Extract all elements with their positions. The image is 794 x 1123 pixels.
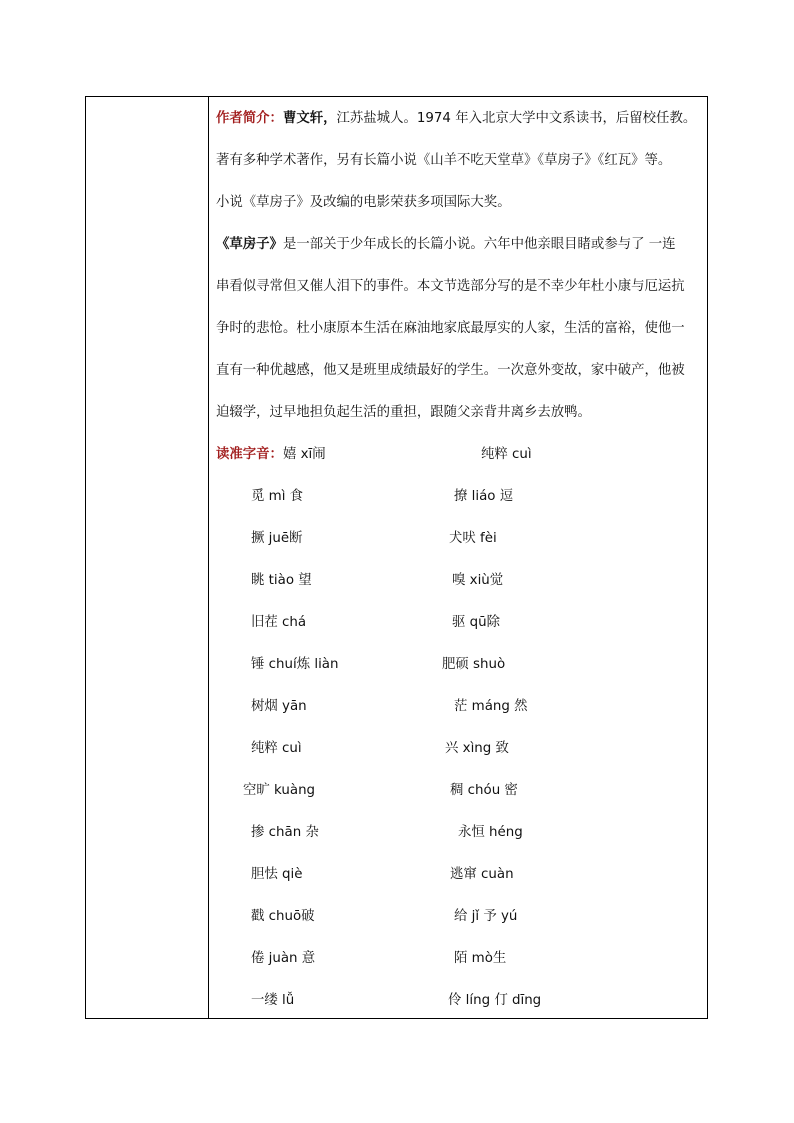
vocab-left: 一缕 lǚ [251, 993, 295, 1008]
author-intro-line-3: 小说《草房子》及改编的电影荣获多项国际大奖。 [216, 195, 511, 210]
author-intro-label: 作者简介： [216, 111, 283, 126]
vocab-right: 嗅 xiù觉 [452, 573, 504, 588]
vocab-right: 给 jǐ 予 yú [454, 909, 518, 924]
vocab-left: 锤 chuí炼 liàn [251, 657, 339, 672]
vocab-right: 稠 chóu 密 [450, 783, 518, 798]
vocab-right: 驱 qū除 [452, 615, 501, 630]
author-intro-line-2: 著有多种学术著作，另有长篇小说《山羊不吃天堂草》《草房子》《红瓦》等。 [216, 153, 672, 168]
vocab-right: 犬吠 fèi [449, 531, 497, 546]
vocab-left: 胆怯 qiè [251, 867, 303, 882]
vocab-left: 倦 juàn 意 [251, 951, 316, 966]
book-title: 《草房子》 [216, 237, 283, 252]
vocab-left: 旧茬 chá [251, 615, 307, 630]
vocab-left: 空旷 kuàng [243, 783, 316, 798]
vocab-right: 兴 xìng 致 [445, 741, 509, 756]
vocab-left: 树烟 yān [251, 699, 307, 714]
summary-line-1 [216, 235, 676, 255]
vocab-left: 眺 tiào 望 [251, 573, 312, 588]
summary-text-start: 是一部关于少年成长的长篇小说。六年中他亲眼目睹或参与了 一连 [282, 237, 676, 252]
summary-line-5: 迫辍学，过早地担负起生活的重担，跟随父亲背井离乡去放鸭。 [216, 405, 591, 420]
left-empty-cell [86, 97, 209, 1018]
vocab-right: 逃窜 cuàn [450, 867, 514, 882]
pronunciation-header-row [216, 445, 326, 465]
vocab-left: 嬉 xī闹 [282, 447, 326, 462]
pronunciation-label: 读准字音： [216, 447, 283, 462]
summary-line-4: 直有一种优越感，他又是班里成绩最好的学生。一次意外变故，家中破产，他被 [216, 363, 685, 378]
vocab-left: 觅 mì 食 [251, 489, 304, 504]
vocab-left: 戳 chuō破 [251, 909, 315, 924]
author-intro-line-1 [216, 109, 696, 129]
vocab-right: 肥硕 shuò [442, 657, 506, 672]
summary-line-2: 串看似寻常但又催人泪下的事件。本文节选部分写的是不幸少年杜小康与厄运抗 [216, 279, 685, 294]
summary-line-3: 争时的悲怆。杜小康原本生活在麻油地家底最厚实的人家，生活的富裕，使他一 [216, 321, 685, 336]
vocab-right: 陌 mò生 [454, 951, 507, 966]
content-cell [209, 97, 707, 1018]
vocab-left: 纯粹 cuì [251, 741, 302, 756]
author-intro-text: 江苏盐城人。1974 年入北京大学中文系读书，后留校任教。 [336, 111, 697, 126]
vocab-right: 永恒 héng [458, 825, 523, 840]
lesson-table [85, 96, 708, 1019]
vocab-right: 纯粹 cuì [481, 447, 532, 462]
vocab-right: 伶 líng 仃 dīng [448, 993, 542, 1008]
vocab-left: 撅 juē断 [251, 531, 303, 546]
vocab-left: 掺 chān 杂 [251, 825, 319, 840]
vocab-right: 茫 máng 然 [454, 699, 528, 714]
vocab-right: 撩 liáo 逗 [454, 489, 514, 504]
author-name: 曹文轩， [282, 111, 337, 126]
